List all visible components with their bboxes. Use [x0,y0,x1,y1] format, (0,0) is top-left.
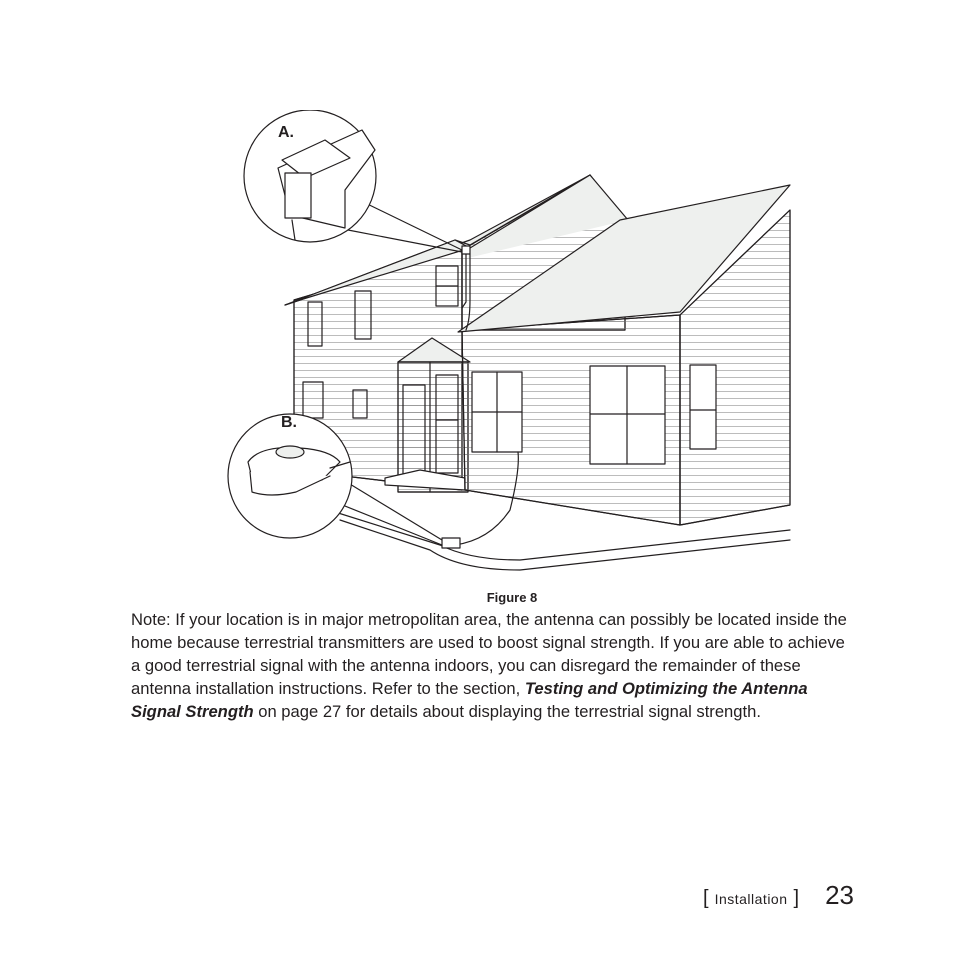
note-text-end: on page 27 for details about displaying the terrestrial signal strength. [253,702,761,721]
note-text-start: Note: If your location is in major metropolitan area, the antenna can possibly be located inside the home because terrestrial transmitters are used to boost signal strength. If you are able to achieve a good terrestrial signal with the antenna indoors, you can disregard the remainder of these antenna installation instructions. Refer to the section, [131,610,847,698]
walkway [335,512,790,570]
callout-a [244,110,462,252]
bracket-close: ] [793,887,800,909]
page-footer [703,880,854,910]
note-paragraph [131,608,851,723]
callout-label-b: B. [281,414,297,431]
callout-label-a: A. [278,124,294,141]
figure-caption: Figure 8 [486,590,538,605]
house-antenna-illustration [220,110,800,580]
section-reference: Testing and Optimizing the Antenna Signal Strength [131,679,808,721]
page-number: 23 [825,880,854,910]
section-name: Installation [714,891,788,907]
junction-box [442,538,460,548]
bracket-open: [ [703,887,709,909]
